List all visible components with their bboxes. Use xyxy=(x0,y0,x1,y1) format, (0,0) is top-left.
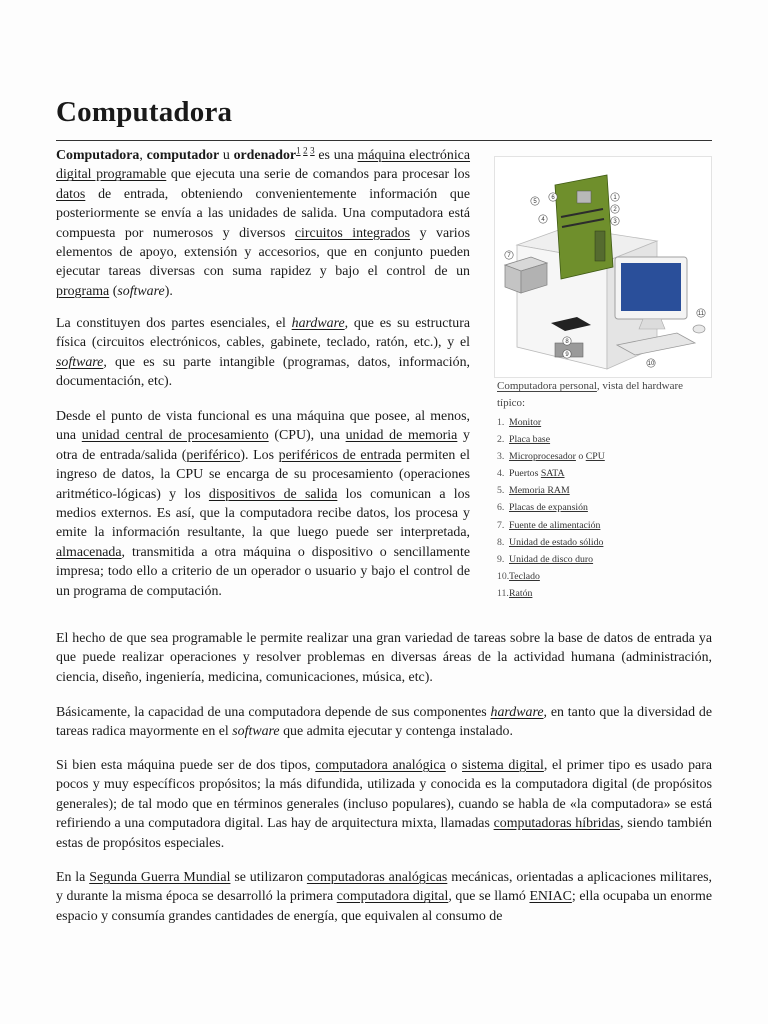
link-computadoras-hibridas[interactable]: computadoras híbridas xyxy=(493,816,621,832)
figure-legend-item xyxy=(497,585,605,602)
reference-links xyxy=(296,145,315,155)
hardware-paragraph: La constituyen dos partes esenciales, el hardware, que es su estructura física (circuitos electrónicos, cables, gabinete, teclado, ratón, etc.), y el software, que es su parte intangible (programas, datos, información, documentación, etc). xyxy=(56,316,470,390)
link-almacenada[interactable]: almacenada xyxy=(56,544,122,560)
legend-number: 5. xyxy=(497,485,505,497)
link-perifericos-entrada[interactable]: periféricos de entrada xyxy=(278,447,402,463)
figure-legend-item xyxy=(497,448,605,465)
mouse xyxy=(693,325,705,333)
legend-number: 6. xyxy=(497,502,505,514)
legend-link[interactable]: SATA xyxy=(540,468,565,480)
legend-number: 9. xyxy=(497,553,505,565)
reference-link[interactable]: 2 xyxy=(303,145,308,156)
figure-legend-item xyxy=(497,551,605,568)
legend-number: 3. xyxy=(497,451,505,463)
figure-legend-list xyxy=(497,414,605,602)
callout-label: 11 xyxy=(697,311,705,317)
legend-link[interactable]: Monitor xyxy=(509,417,542,428)
link-circuitos-integrados[interactable]: circuitos integrados xyxy=(294,225,411,241)
link-computadoras-analogicas[interactable]: computadoras analógicas xyxy=(306,870,448,885)
callout-label: 8 xyxy=(565,339,569,345)
pc-illustration xyxy=(495,157,711,377)
legend-link[interactable]: Ratón xyxy=(509,587,533,599)
computer-hardware-figure[interactable] xyxy=(494,156,712,378)
callout-label: 3 xyxy=(613,219,617,225)
link-programa[interactable]: programa xyxy=(56,283,110,299)
reference-link[interactable]: 3 xyxy=(310,145,315,156)
monitor-stand xyxy=(639,319,665,329)
link-hardware[interactable]: hardware xyxy=(291,316,345,331)
link-periferico[interactable]: periférico xyxy=(186,447,241,463)
link-hardware-2[interactable]: hardware xyxy=(490,705,544,720)
figure-legend-item xyxy=(497,499,605,516)
legend-link[interactable]: Teclado xyxy=(509,570,540,582)
intro-paragraph: Computadora, computador u ordenador$^{1 2 3}$ es una máquina electrónica digital programable que ejecuta una serie de comandos para procesar los datos de entrada, obteniendo convenientemente información que posteriormente se envía a las unidades de salida. Una computadora está compuesta por numerosos y diversos circuitos integrados y varios elementos de apoyo, extensión y accesorios, que en conjunto pueden ejecutar tareas diversas con suma rapidez y bajo el control de un programa (software). xyxy=(56,145,471,299)
link-unidad-memoria[interactable]: unidad de memoria xyxy=(345,428,458,444)
cpu-chip xyxy=(577,191,591,203)
legend-number: 2. xyxy=(497,434,505,446)
programmable-paragraph: El hecho de que sea programable le permite realizar una gran variedad de tareas sobre la base de datos de entrada ya que puede realizar operaciones y resolver problemas en diversas áreas de la actividad humana (administración, ciencia, diseño, ingeniería, medicina, comunicaciones, música, etc). xyxy=(56,631,712,685)
legend-link[interactable]: Microprocesador xyxy=(509,451,576,463)
callout-label: 10 xyxy=(647,361,655,367)
legend-link[interactable]: Unidad de disco duro xyxy=(509,553,594,565)
figure-legend-item xyxy=(497,482,605,499)
figure-legend-item xyxy=(497,465,605,482)
callout-label: 5 xyxy=(533,199,537,205)
types-paragraph: Si bien esta máquina puede ser de dos tipos, computadora analógica o sistema digital, el primer tipo es usado para pocos y muy específicos propósitos; la más difundida, utilizada y conocida es la computadora digital (de propósitos generales); de tal modo que en términos generales (incluso populares), cuando se habla de «la computadora» se está refiriendo a una computadora digital. Las hay de arquitectura mixta, llamadas computadoras híbridas, siendo también estas de propósitos especiales. xyxy=(56,758,712,851)
title-divider xyxy=(56,140,712,141)
callout-label: 1 xyxy=(613,195,617,201)
figure-legend-item xyxy=(497,517,605,534)
figure-legend-item xyxy=(497,414,605,431)
figure-legend-item xyxy=(497,568,605,585)
callout-label: 2 xyxy=(613,207,617,213)
legend-text: o xyxy=(575,451,586,463)
legend-number: 10. xyxy=(497,570,510,582)
legend-text: Puertos xyxy=(509,468,541,480)
functional-paragraph: Desde el punto de vista funcional es una máquina que posee, al menos, una unidad central de procesamiento (CPU), una unidad de memoria y otra de entrada/salida (periférico). Los periféricos de entrada permiten el ingreso de datos, la CPU se encarga de su procesamiento (operaciones aritmético-lógicas) y los dispositivos de salida los comunican a los medios externos. Es así, que la computadora recibe datos, los procesa y emite la información resultante, la que luego puede ser interpretada, almacenada, transmitida a otra máquina o dispositivo o sencillamente impresa; todo ello a criterio de un operador o usuario y bajo el control de un programa de computación. xyxy=(56,409,471,599)
link-dispositivos-salida[interactable]: dispositivos de salida xyxy=(208,486,338,502)
figure-legend-item xyxy=(497,534,605,551)
legend-number: 4. xyxy=(497,468,505,480)
history-paragraph: En la Segunda Guerra Mundial se utilizaron computadoras analógicas mecánicas, orientadas a aplicaciones militares, y durante la misma época se desarrolló la primera computadora digital, que se llamó ENIAC; ella ocupaba un enorme espacio y consumía grandes cantidades de energía, que equivalen al consumo de xyxy=(56,870,712,924)
callout-label: 4 xyxy=(541,217,545,223)
link-maquina-electronica[interactable]: máquina electrónica digital programable xyxy=(56,148,471,183)
link-unidad-central[interactable]: unidad central de procesamiento xyxy=(81,428,269,444)
page-title: Computadora xyxy=(56,96,233,128)
link-computadora-digital[interactable]: computadora digital xyxy=(336,889,449,905)
legend-link[interactable]: Placas de expansión xyxy=(509,502,588,514)
link-computadora-personal[interactable]: Computadora personal xyxy=(497,380,597,392)
figure-legend-item xyxy=(497,431,605,448)
callout-label: 7 xyxy=(507,253,511,259)
legend-link[interactable]: Memoria RAM xyxy=(509,485,570,497)
legend-number: 1. xyxy=(497,417,505,428)
legend-number: 8. xyxy=(497,536,505,548)
legend-link[interactable]: Placa base xyxy=(509,434,551,446)
link-computadora-analogica[interactable]: computadora analógica xyxy=(315,758,446,773)
legend-link[interactable]: Fuente de alimentación xyxy=(509,519,601,531)
reference-link[interactable]: 1 xyxy=(296,145,301,156)
link-datos[interactable]: datos xyxy=(56,186,86,202)
expansion-card xyxy=(595,231,605,261)
figure-caption: Computadora personal, vista del hardware típico: xyxy=(497,380,684,409)
monitor-screen xyxy=(621,263,681,311)
callout-label: 6 xyxy=(551,195,555,201)
legend-link[interactable]: CPU xyxy=(585,451,605,463)
link-sistema-digital[interactable]: sistema digital xyxy=(462,758,544,773)
legend-link[interactable]: Unidad de estado sólido xyxy=(509,536,604,548)
capacity-paragraph: Básicamente, la capacidad de una computadora depende de sus componentes hardware, en tanto que la diversidad de tareas radica mayormente en el software que admita ejecutar y contenga instalado. xyxy=(56,705,712,740)
link-software[interactable]: software xyxy=(56,354,104,370)
legend-number: 7. xyxy=(497,519,505,531)
callout-label: 9 xyxy=(565,352,569,358)
link-segunda-guerra[interactable]: Segunda Guerra Mundial xyxy=(89,870,231,885)
legend-number: 11. xyxy=(497,587,509,599)
link-eniac[interactable]: ENIAC xyxy=(529,889,572,905)
